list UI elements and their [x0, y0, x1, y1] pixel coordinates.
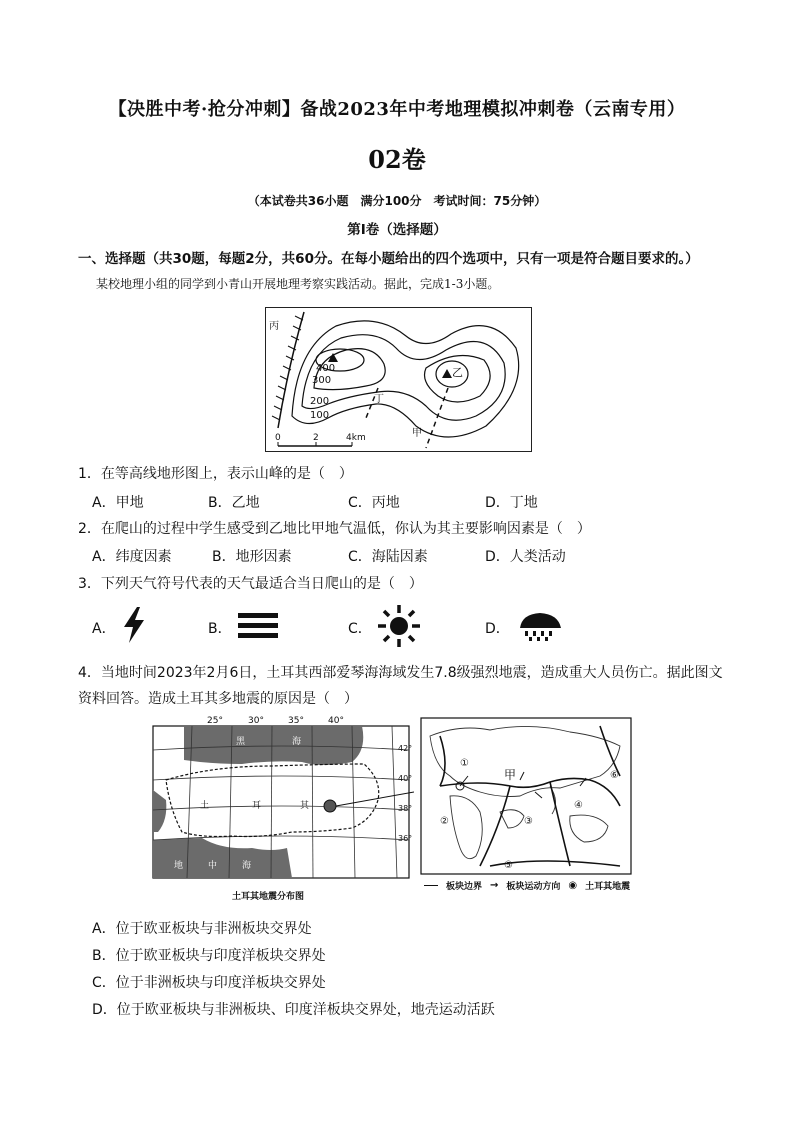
q3-option-c[interactable]: C． [348, 621, 372, 637]
black-sea-label-2: 海 [292, 737, 302, 747]
turkey-map-svg [152, 720, 414, 880]
lat-label-42: 42° [398, 744, 413, 753]
lat-label-40: 40° [398, 774, 413, 783]
q3-option-b[interactable]: B． [208, 621, 232, 637]
land-label-2: 耳 [252, 801, 262, 811]
legend-boundary-label: 板块边界 [446, 882, 483, 892]
fog-icon[interactable] [238, 612, 280, 640]
plate-num-3: ③ [524, 816, 533, 827]
q3-option-a[interactable]: A． [92, 621, 116, 637]
section-heading: 一、选择题（共30题，每题2分，共60分。在每小题给出的四个选项中，只有一项是符合题目要求的。） [78, 251, 699, 267]
legend-motion-label: 板块运动方向 [506, 882, 561, 892]
label-yi: 乙 [452, 366, 463, 379]
part-heading: 第Ⅰ卷（选择题） [347, 222, 447, 238]
contour-200 [302, 335, 505, 421]
med-sea-label-3: 海 [242, 861, 252, 871]
contour-map [265, 307, 532, 452]
q4-option-c[interactable]: C．位于非洲板块与印度洋板块交界处 [92, 975, 326, 991]
lightning-icon[interactable] [120, 607, 148, 643]
q1-option-c[interactable]: C．丙地 [348, 495, 400, 511]
turkey-map-caption: 土耳其地震分布图 [232, 892, 305, 902]
black-sea [184, 726, 363, 765]
q1-option-d[interactable]: D．丁地 [485, 495, 538, 511]
exam-subtitle: 02卷 [368, 145, 426, 174]
lon-label-35: 35° [288, 716, 304, 726]
plate-map [420, 716, 632, 876]
med-sea-label-1: 地 [174, 861, 184, 871]
question-1-stem: 1．在等高线地形图上，表示山峰的是（ ） [78, 466, 353, 482]
legend-quake-icon: ◉ [568, 880, 578, 891]
black-sea-label-1: 黑 [236, 737, 246, 747]
question-3-stem: 3．下列天气符号代表的天气最适合当日爬山的是（ ） [78, 576, 423, 592]
scale-label-4km: 4km [346, 433, 366, 443]
q4-option-a[interactable]: A．位于欧亚板块与非洲板块交界处 [92, 921, 312, 937]
epicenter-marker [324, 800, 336, 812]
legend-boundary-line [424, 885, 438, 886]
rain-icon[interactable] [518, 610, 564, 642]
q2-option-a[interactable]: A．纬度因素 [92, 549, 172, 565]
plate-num-4: ④ [574, 800, 583, 811]
q2-option-c[interactable]: C．海陆因素 [348, 549, 428, 565]
plate-num-1: ① [460, 758, 469, 769]
plate-label-jia: 甲 [504, 768, 517, 782]
q4-option-d[interactable]: D．位于欧亚板块与非洲板块、印度洋板块交界处，地壳运动活跃 [92, 1002, 495, 1018]
lat-label-38: 38° [398, 804, 413, 813]
legend-quake-label: 土耳其地震 [585, 882, 631, 892]
label-400: 400 [316, 363, 336, 374]
label-ding: 丁 [374, 394, 384, 405]
question-2-stem: 2．在爬山的过程中学生感受到乙地比甲地气温低，你认为其主要影响因素是（ ） [78, 521, 591, 537]
q2-option-b[interactable]: B．地形因素 [212, 549, 292, 565]
plate-num-2: ② [440, 816, 449, 827]
legend-arrow-icon: → [490, 880, 499, 891]
label-200: 200 [310, 396, 330, 407]
peak-triangle-east [442, 369, 452, 378]
label-bing: 丙 [269, 321, 279, 332]
scale-label-2: 2 [313, 433, 319, 443]
land-label-1: 土 [200, 801, 210, 811]
land-label-3: 其 [300, 801, 310, 811]
exam-title: 【决胜中考·抢分冲刺】备战2023年中考地理模拟冲刺卷（云南专用） [108, 99, 686, 120]
turkey-map [152, 716, 414, 880]
question-4-stem-line2: 资料回答。造成土耳其多地震的原因是（ ） [78, 691, 358, 707]
q1-option-a[interactable]: A．甲地 [92, 495, 144, 511]
label-jia: 甲 [412, 428, 422, 439]
q2-option-d[interactable]: D．人类活动 [485, 549, 566, 565]
plate-num-5: ⑤ [504, 860, 513, 871]
scale-label-0: 0 [275, 433, 281, 443]
section-intro: 某校地理小组的同学到小青山开展地理考察实践活动。据此，完成1-3小题。 [96, 277, 500, 291]
sun-icon[interactable] [376, 604, 422, 648]
label-100: 100 [310, 410, 330, 421]
plate-map-svg [420, 716, 632, 876]
lon-label-40: 40° [328, 716, 344, 726]
q1-option-b[interactable]: B．乙地 [208, 495, 260, 511]
lat-label-36: 36° [398, 834, 413, 843]
q4-option-b[interactable]: B．位于欧亚板块与印度洋板块交界处 [92, 948, 326, 964]
lon-label-30: 30° [248, 716, 264, 726]
exam-meta: （本试卷共36小题 满分100分 考试时间：75分钟） [247, 194, 547, 208]
plate-num-6: ⑥ [610, 770, 619, 781]
plate-map-legend [424, 879, 630, 892]
med-sea-label-2: 中 [208, 861, 218, 871]
lon-label-25: 25° [207, 716, 223, 726]
question-4-stem-line1: 4．当地时间2023年2月6日，土耳其西部爱琴海海域发生7.8级强烈地震，造成重大人员伤亡。据此图文 [78, 665, 723, 681]
label-300: 300 [312, 375, 332, 386]
q3-option-d[interactable]: D． [485, 621, 510, 637]
contour-map-svg [266, 308, 531, 451]
